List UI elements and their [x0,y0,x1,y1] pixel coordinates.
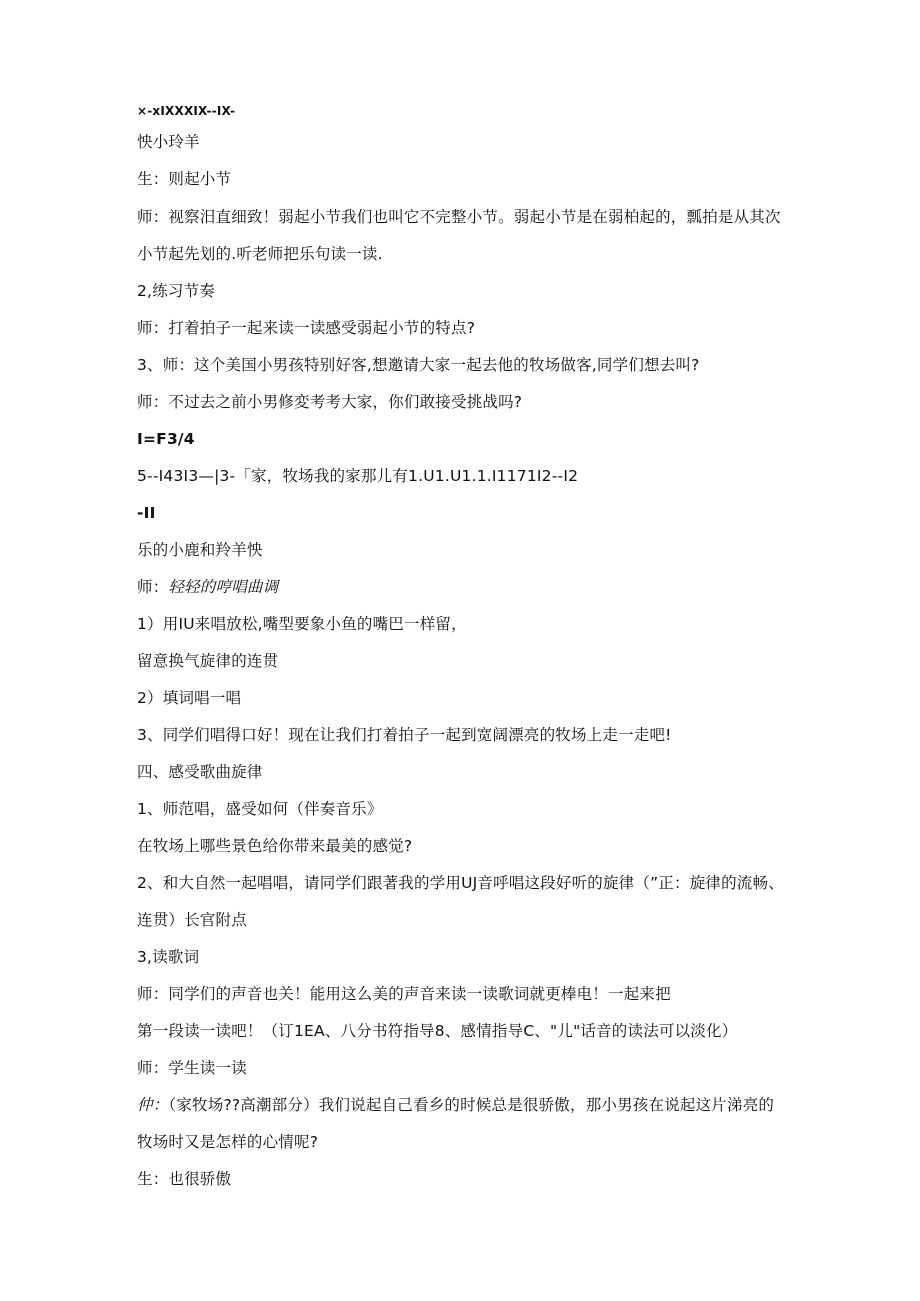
list-item: 1）用IU来唱放松,嘴型要象小鱼的嘴巴一样留， [137,615,467,633]
notation-line: 5--I43I3—|3-「家，牧场我的家那儿有1.U1.U1.1.I1171I2--I2 [137,467,579,485]
text-line: 师：同学们的声音也关！能用这么美的声音来读一读歌词就更棒电！一起来把 [137,985,671,1003]
text-line: 生：则起小节 [137,170,232,188]
text-line: 连贯）长官附点 [137,911,247,929]
section-heading: 3,读歌词 [137,948,200,966]
text-line: 怏小玲羊 [137,133,200,151]
list-item: 1、师范唱，盛受如何（伴奏音乐》 [137,800,383,818]
text-line: 牧场时又是怎样的心情呢? [137,1133,319,1151]
text-line: 在牧场上哪些景色给你带来最美的感觉? [137,837,413,855]
text-line: 3、同学们唱得口好！现在让我们打着拍子一起到宽阔漂亮的牧场上走一走吧! [137,726,672,744]
text-line: 小节起先划的.听老师把乐句读一读. [137,245,383,263]
list-item: 2、和大自然一起唱唱，请同学们跟著我的学用UJ音呼唱这段好听的旋律（”正：旋律的流畅、 [137,874,784,892]
text-line: 留意换气旋律的连贯 [137,652,279,670]
text-line: 生：也很骄傲 [137,1170,232,1188]
italic-phrase: 轻轻的哼唱曲调 [168,578,279,596]
speaker-label: 师： [137,578,169,596]
text-line: 师：打着拍子一起来读一读感受弱起小节的特点? [137,319,476,337]
list-item: 2）填词唱一唱 [137,689,242,707]
text-line [137,577,278,597]
text-line: 师：学生读一读 [137,1059,247,1077]
text-line: 师：视察汨直细致！弱起小节我们也叫它不完整小节。弱起小节是在弱柏起的，瓢拍是从其次 [137,208,781,226]
section-heading: 2,练习节奏 [137,282,215,300]
header-marks: ×-xIXXXIX--IX- [137,104,236,118]
text-line [137,1095,774,1115]
speaker-label: 仲： [137,1096,169,1114]
text-line: 第一段读一读吧！（订1EA、八分书符指导8、感情指导C、"儿"话音的读法可以淡化） [137,1022,738,1040]
text-line: 3、师：这个美国小男孩特别好客,想邀请大家一起去他的牧场做客,同学们想去叫? [137,356,700,374]
text-phrase: （家牧场??高潮部分）我们说起自己看乡的时候总是很骄傲，那小男孩在说起这片涕亮的 [168,1096,775,1114]
text-line: 乐的小鹿和羚羊怏 [137,541,263,559]
text-line: 师：不过去之前小男修変考考大家，你们敢接受挑战吗? [137,393,523,411]
key-signature: I=F3/4 [137,430,195,448]
section-heading: 四、感受歌曲旋律 [137,763,263,781]
notation-line: -II [137,504,156,522]
